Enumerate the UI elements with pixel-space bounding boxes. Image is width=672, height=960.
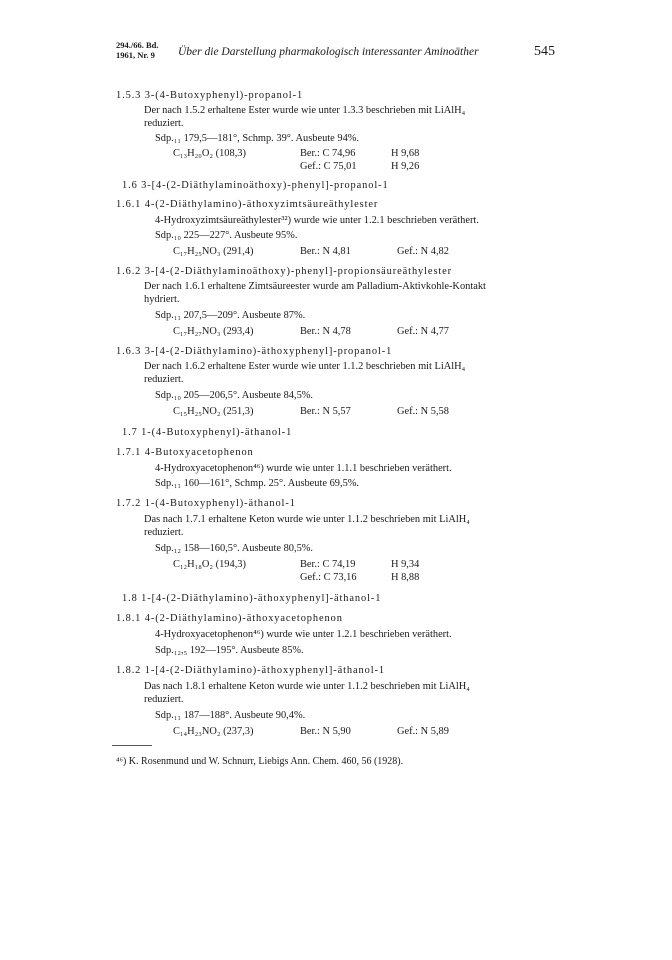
boiling-point-line: Sdp.₁₀ 225—227°. Ausbeute 95%. [155,230,298,241]
running-title: Über die Darstellung pharmakologisch interessanter Aminoäther [178,46,479,58]
page-number: 545 [534,44,555,59]
paragraph-line: 4-Hydroxyzimtsäureäthylester³²) wurde wie unter 1.2.1 beschrieben veräthert. [155,215,479,226]
paragraph-line: reduziert. [144,527,184,538]
paragraph-line: 4-Hydroxyacetophenon⁴⁶) wurde wie unter 1.1.1 beschrieben veräthert. [155,463,452,474]
paragraph-line: Der nach 1.5.2 erhaltene Ester wurde wie unter 1.3.3 beschrieben mit LiAlH₄ [144,105,466,116]
boiling-point-line: Sdp.₁₀ 205—206,5°. Ausbeute 84,5%. [155,390,314,401]
formula: C₁₂H₁₈O₂ (194,3) [173,559,246,570]
section-heading: 1.6 3-[4-(2-Diäthylaminoäthoxy)-phenyl]-propanol-1 [122,180,389,191]
analysis-found: Gef.: N 5,89 [397,726,449,737]
volume-line-1: 294./66. Bd. [116,40,159,50]
paragraph-line: Das nach 1.7.1 erhaltene Keton wurde wie unter 1.1.2 beschrieben mit LiAlH₄ [144,514,470,525]
volume-line-2: 1961, Nr. 9 [116,50,155,60]
analysis-calculated: Ber.: C 74,96 [300,148,356,159]
boiling-point-line: Sdp.₁₁ 187—188°. Ausbeute 90,4%. [155,710,306,721]
paragraph-line: Der nach 1.6.1 erhaltene Zimtsäureester wurde am Palladium-Aktivkohle-Kontakt [144,281,486,292]
formula: C₁₅H₂₅NO₂ (251,3) [173,406,254,417]
section-heading: 1.7 1-(4-Butoxyphenyl)-äthanol-1 [122,427,293,438]
volume-info [116,40,159,60]
analysis-calculated-h: H 9,34 [391,559,420,570]
paragraph-line: reduziert. [144,118,184,129]
section-heading: 1.7.2 1-(4-Butoxyphenyl)-äthanol-1 [116,498,296,509]
section-heading: 1.8.1 4-(2-Diäthylamino)-äthoxyacetophenon [116,613,343,624]
section-heading: 1.8.2 1-[4-(2-Diäthylamino)-äthoxyphenyl]-äthanol-1 [116,665,385,676]
section-heading: 1.6.3 3-[4-(2-Diäthylamino)-äthoxyphenyl]-propanol-1 [116,346,393,357]
boiling-point-line: Sdp.₁₁ 160—161°, Schmp. 25°. Ausbeute 69,5%. [155,478,360,489]
formula: C₁₄H₂₃NO₂ (237,3) [173,726,254,737]
analysis-calculated-h: H 9,68 [391,148,420,159]
boiling-point-line: Sdp.₁₂,₅ 192—195°. Ausbeute 85%. [155,645,304,656]
analysis-found: Gef.: C 73,16 [300,572,357,583]
boiling-point-line: Sdp.₁₁ 179,5—181°, Schmp. 39°. Ausbeute 94%. [155,133,360,144]
formula: C₁₃H₂₀O₂ (108,3) [173,148,246,159]
analysis-calculated: Ber.: N 5,57 [300,406,351,417]
paragraph-line: hydriert. [144,294,180,305]
section-heading: 1.6.2 3-[4-(2-Diäthylaminoäthoxy)-phenyl]-propionsäureäthylester [116,266,453,277]
analysis-found: Gef.: N 4,82 [397,246,449,257]
section-heading: 1.6.1 4-(2-Diäthylamino)-äthoxyzimtsäureäthylester [116,199,379,210]
boiling-point-line: Sdp.₁₁ 207,5—209°. Ausbeute 87%. [155,310,306,321]
formula: C₁₇H₂₇NO₃ (293,4) [173,326,254,337]
analysis-found: Gef.: N 4,77 [397,326,449,337]
formula: C₁₇H₂₅NO₃ (291,4) [173,246,254,257]
footnote: ⁴⁶) K. Rosenmund und W. Schnurr, Liebigs Ann. Chem. 460, 56 (1928). [116,756,404,767]
section-heading: 1.5.3 3-(4-Butoxyphenyl)-propanol-1 [116,90,304,101]
section-heading: 1.8 1-[4-(2-Diäthylamino)-äthoxyphenyl]-äthanol-1 [122,593,382,604]
boiling-point-line: Sdp.₁₂ 158—160,5°. Ausbeute 80,5%. [155,543,314,554]
section-heading: 1.7.1 4-Butoxyacetophenon [116,447,254,458]
analysis-found: Gef.: C 75,01 [300,161,357,172]
analysis-calculated: Ber.: C 74,19 [300,559,356,570]
analysis-found-h: H 8,88 [391,572,420,583]
analysis-calculated: Ber.: N 4,81 [300,246,351,257]
analysis-calculated: Ber.: N 5,90 [300,726,351,737]
paragraph-line: reduziert. [144,694,184,705]
analysis-found-h: H 9,26 [391,161,420,172]
paragraph-line: Der nach 1.6.2 erhaltene Ester wurde wie unter 1.1.2 beschrieben mit LiAlH₄ [144,361,466,372]
paragraph-line: 4-Hydroxyacetophenon⁴⁶) wurde wie unter 1.2.1 beschrieben veräthert. [155,629,452,640]
paragraph-line: Das nach 1.8.1 erhaltene Keton wurde wie unter 1.1.2 beschrieben mit LiAlH₄ [144,681,470,692]
footnote-rule [112,745,152,746]
analysis-found: Gef.: N 5,58 [397,406,449,417]
analysis-calculated: Ber.: N 4,78 [300,326,351,337]
paragraph-line: reduziert. [144,374,184,385]
